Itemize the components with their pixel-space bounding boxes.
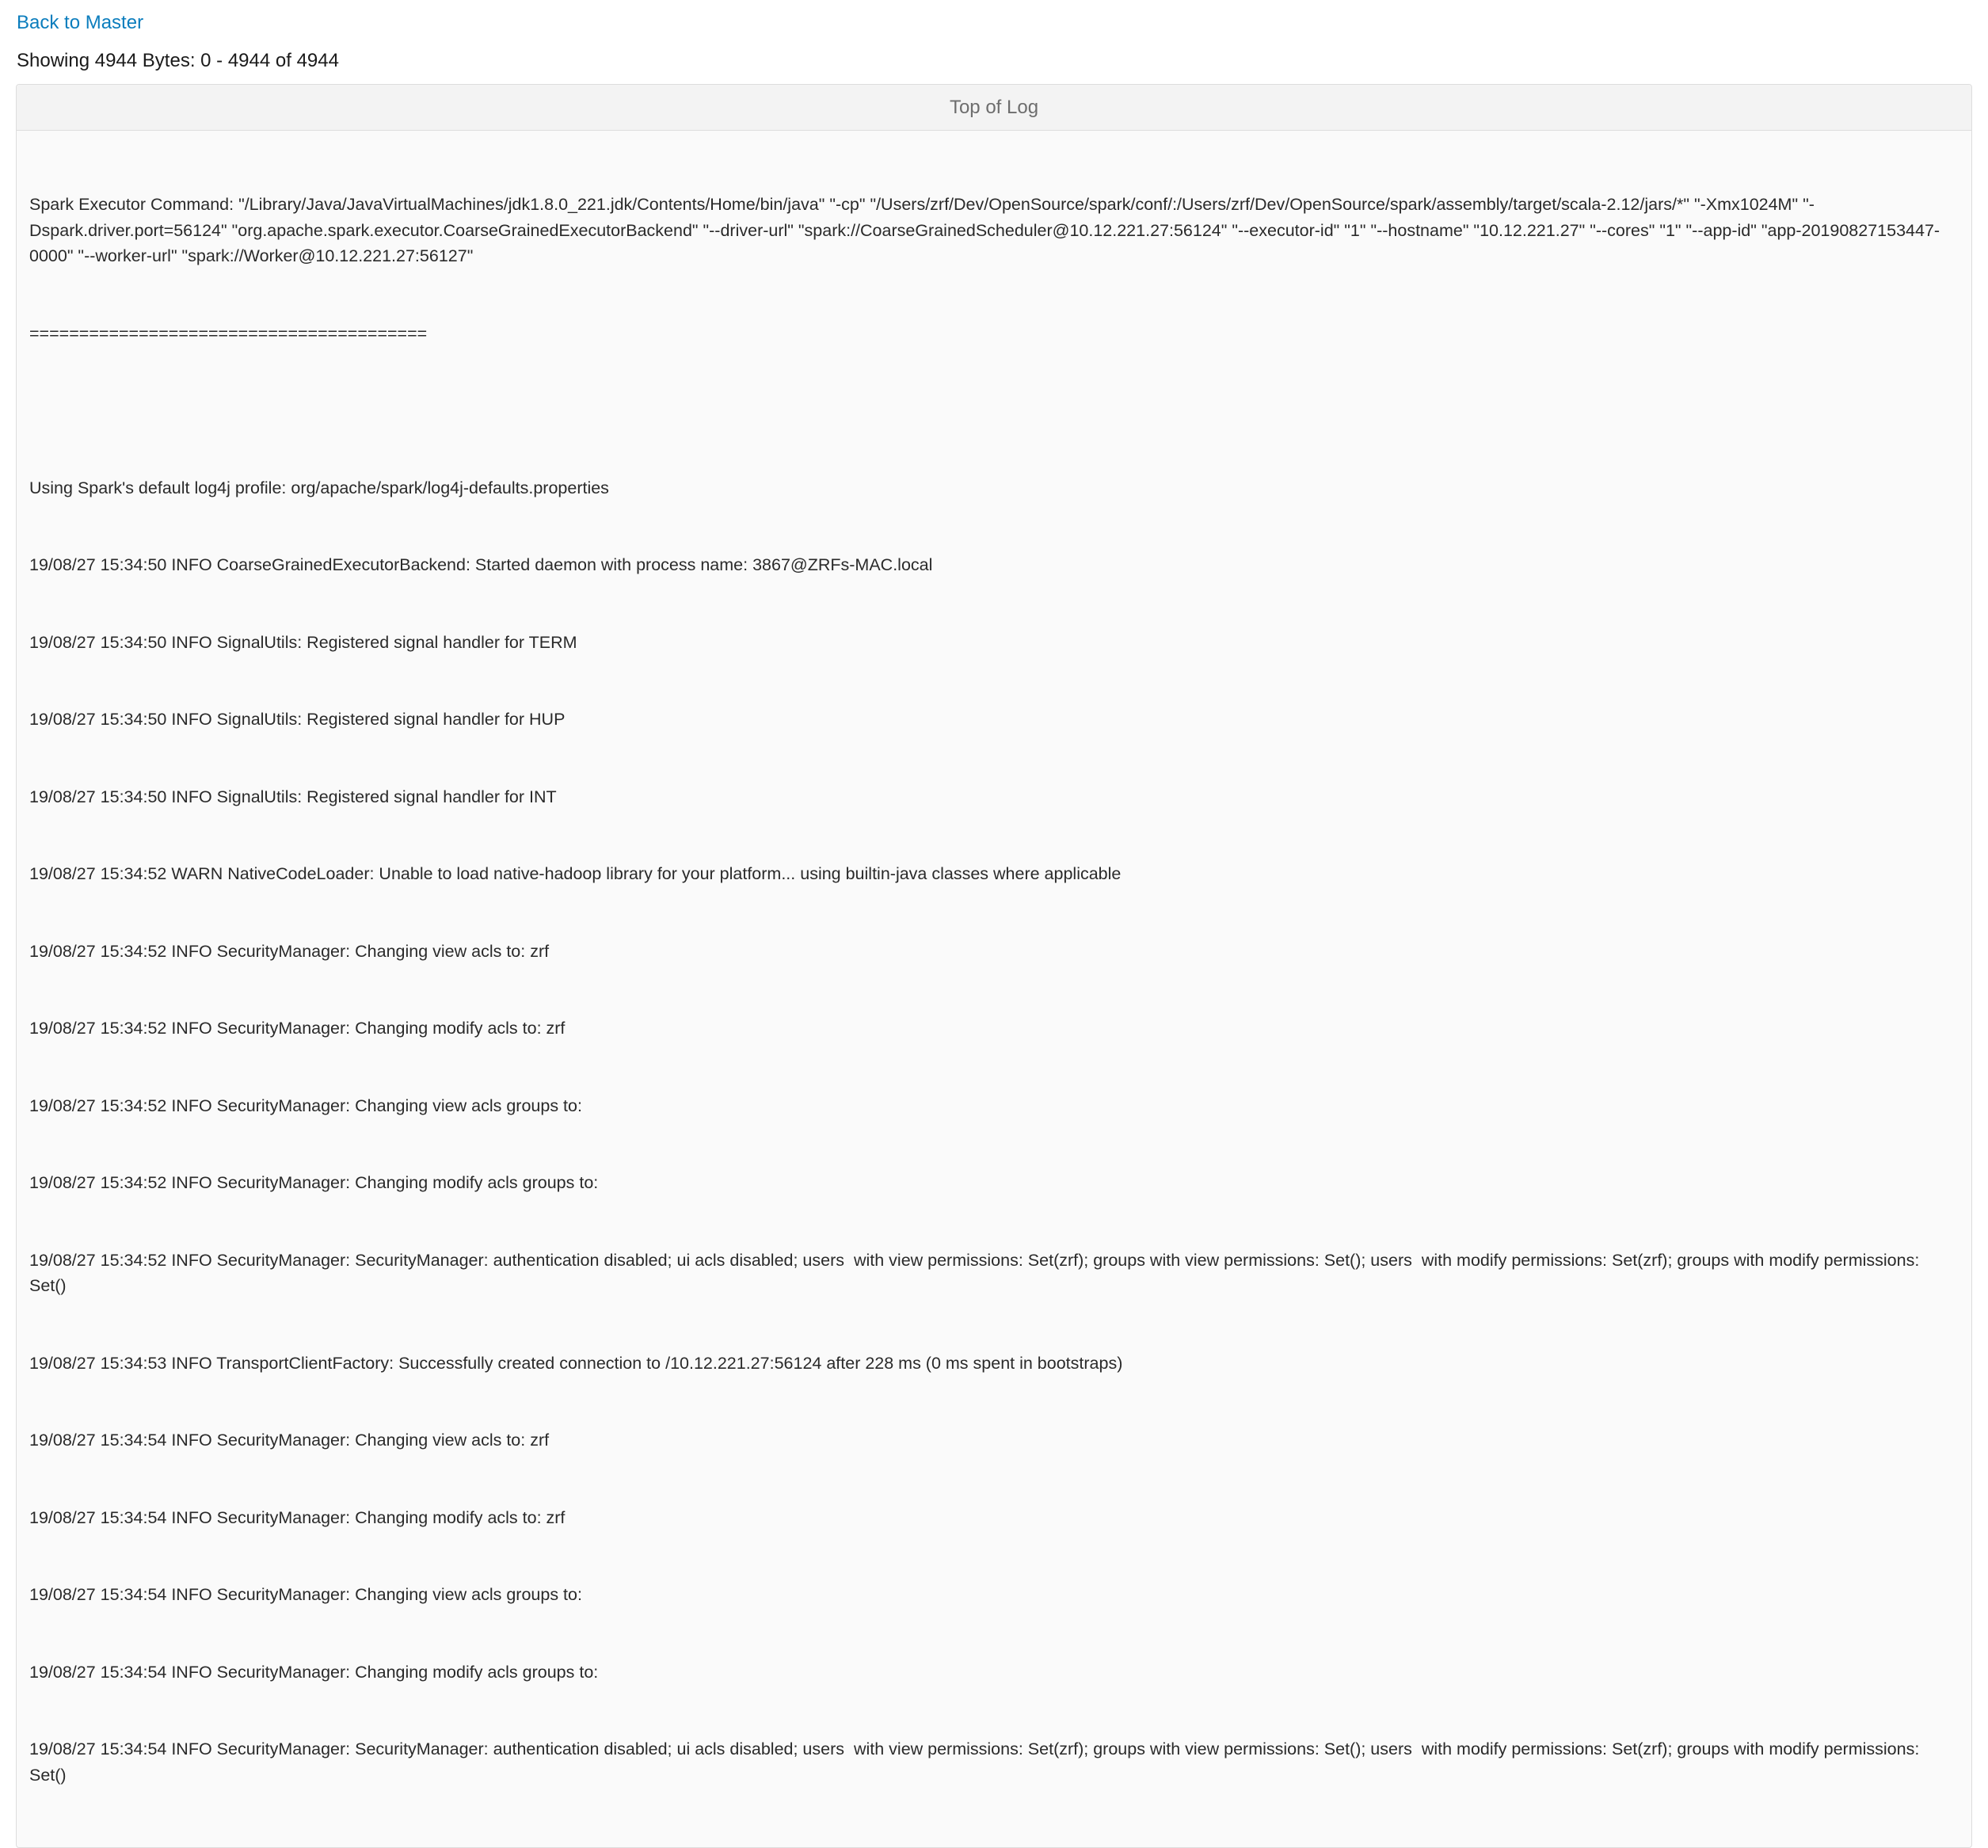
log-line: 19/08/27 15:34:52 WARN NativeCodeLoader: Unable to load native-hadoop library for your platform... using builtin-java classes where applicable	[29, 864, 1122, 883]
log-line: 19/08/27 15:34:52 INFO SecurityManager: Changing view acls to: zrf	[29, 941, 550, 961]
log-line: 19/08/27 15:34:50 INFO SignalUtils: Registered signal handler for INT	[29, 787, 557, 806]
log-line	[29, 398, 1959, 424]
log-line: 19/08/27 15:34:54 INFO SecurityManager: Changing modify acls groups to:	[29, 1662, 599, 1682]
log-panel	[16, 84, 1972, 1848]
log-panel-header: Top of Log	[17, 85, 1971, 131]
log-line: 19/08/27 15:34:54 INFO SecurityManager: Changing view acls groups to:	[29, 1585, 582, 1604]
log-line: 19/08/27 15:34:52 INFO SecurityManager: Changing modify acls to: zrf	[29, 1019, 566, 1038]
log-line: 19/08/27 15:34:50 INFO SignalUtils: Registered signal handler for TERM	[29, 632, 577, 652]
log-line: 19/08/27 15:34:54 INFO SecurityManager: Changing view acls to: zrf	[29, 1431, 550, 1450]
log-line: 19/08/27 15:34:54 INFO SecurityManager: Changing modify acls to: zrf	[29, 1507, 566, 1527]
log-line: 19/08/27 15:34:53 INFO TransportClientFactory: Successfully created connection to /10.12.221.27:56124 after 228 ms (0 ms spent in bootstraps)	[29, 1353, 1123, 1373]
log-line: 19/08/27 15:34:52 INFO SecurityManager: Changing view acls groups to:	[29, 1095, 582, 1115]
showing-bytes-status: Showing 4944 Bytes: 0 - 4944 of 4944	[17, 50, 339, 71]
back-to-master-link[interactable]: Back to Master	[17, 12, 144, 33]
log-line: 19/08/27 15:34:50 INFO CoarseGrainedExecutorBackend: Started daemon with process name: 3867@ZRFs-MAC.local	[29, 555, 933, 574]
log-content[interactable]	[17, 131, 1971, 1847]
log-line: Using Spark's default log4j profile: org/apache/spark/log4j-defaults.properties	[29, 478, 609, 497]
log-line: 19/08/27 15:34:52 INFO SecurityManager: SecurityManager: authentication disabled; ui acls disabled; users with view permissions: Set(zrf); groups with view permissions: Set(); users with modify permissions: Set(zrf); groups with modify permissions: Set()	[29, 1250, 1925, 1295]
log-line: 19/08/27 15:34:54 INFO SecurityManager: SecurityManager: authentication disabled; ui acls disabled; users with view permissions: Set(zrf); groups with view permissions: Set(); users with modify permissions: Set(zrf); groups with modify permissions: Set()	[29, 1739, 1925, 1785]
log-line: 19/08/27 15:34:50 INFO SignalUtils: Registered signal handler for HUP	[29, 710, 566, 729]
log-line: ========================================	[29, 323, 428, 343]
log-line: Spark Executor Command: "/Library/Java/JavaVirtualMachines/jdk1.8.0_221.jdk/Contents/Home/bin/java" "-cp" "/Users/zrf/Dev/OpenSource/spark/conf/:/Users/zrf/Dev/OpenSource/spark/assembly/target/scala-2.12/jars/*" "-Xmx1024M" "-Dspark.driver.port=56124" "org.apache.spark.executor.CoarseGrainedExecutorBackend" "--driver-url" "spark://CoarseGrainedScheduler@10.12.221.27:56124" "--executor-id" "1" "--hostname" "10.12.221.27" "--cores" "1" "--app-id" "app-20190827153447-0000" "--worker-url" "spark://Worker@10.12.221.27:56127"	[29, 195, 1940, 265]
log-line: 19/08/27 15:34:52 INFO SecurityManager: Changing modify acls groups to:	[29, 1173, 599, 1192]
